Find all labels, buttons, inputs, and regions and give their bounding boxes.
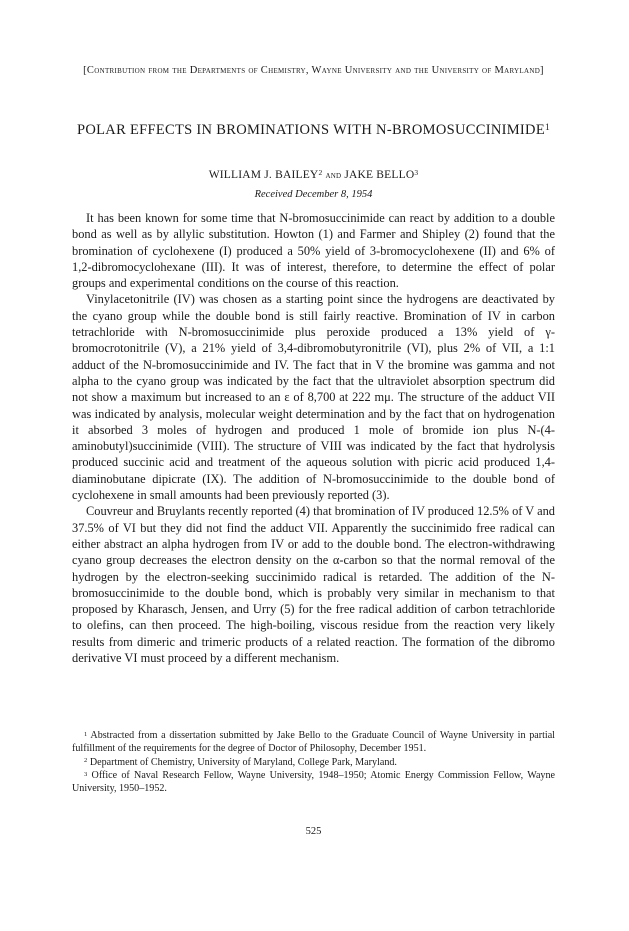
received-date: Received December 8, 1954 <box>254 189 373 200</box>
paper-title <box>72 122 555 139</box>
footnote-2-text: Department of Chemistry, University of Maryland, College Park, Maryland. <box>89 756 397 768</box>
footnote-1-text: Abstracted from a dissertation submitted by Jake Bello to the Graduate Council of Wayne University in partial fulfillment of the requirements for the degree of Doctor of Philosophy, December 1951. <box>72 730 555 755</box>
author-bailey: WILLIAM J. BAILEY <box>208 169 319 181</box>
author-bello-mark: 3 <box>414 167 419 177</box>
author-bailey-mark: 2 <box>318 167 323 177</box>
footnote-3-mark: 3 <box>84 770 88 778</box>
footnote-3-text: Office of Naval Research Fellow, Wayne University, 1948–1950; Atomic Energy Commission Fellow, Wayne University, 1950–1952. <box>72 769 555 795</box>
footnotes <box>72 729 555 795</box>
body-paragraph-3: Couvreur and Bruylants recently reported (4) that bromination of IV produced 12.5% of V and 37.5% of VI but they did not find the adduct VII. Apparently the succinimido free radical can either abstract an alpha hydrogen from IV or add to the double bond. The electron-withdrawing cyano group decreases the electron density on the α-carbon so that the normal removal of the hydrogen by the electron-seeking succinimido radical is retarded. The addition of the N-bromosuccinimide to the double bond, which is probably very similar in mechanism to that proposed by Kharasch, Jensen, and Urry (5) for the free radical addition of carbon tetrachloride to olefins, can then proceed. The high-boiling, viscous residue from the reaction very likely results from dimeric and trimeric products of a related reaction. The formation of the dibromo derivative VI must proceed by a different mechanism. <box>72 504 556 666</box>
body-paragraph-2: Vinylacetonitrile (IV) was chosen as a starting point since the hydrogens are deactivated by the cyano group while the double bond is still fairly reactive. Bromination of IV in carbon tetrachloride with N-bromosuccinimide plus peroxide produced a 13% yield of γ-bromocrotonitrile (V), a 21% yield of 3,4-dibromobutyronitrile (VI), plus 2% of VII, a 1:1 adduct of the N-bromosuccinimide and IV. The fact that in V the bromine was gamma and not alpha to the cyano group was indicated by the fact that the ultraviolet absorption spectrum did not show a maximum but increased to an ε of 8,700 at 222 mμ. The structure of the adduct VII was indicated by analysis, molecular weight determination and by the fact that on hydrogenation it absorbed 3 moles of hydrogen and produced 1 mole of bromide ion plus N-(4-aminobutyl)succinimide (VIII). The structure of VIII was indicated by the fact that hydrolysis produced succinic acid and treatment of the aqueous solution with picric acid produced 1,4-diaminobutane dipicrate (IX). The addition of N-bromosuccinimide to the double bond of cyclohexene in small amounts had been previously reported (3). <box>72 292 555 503</box>
footnote-2-mark: 2 <box>84 757 88 765</box>
body-text <box>72 210 555 666</box>
footnote-3 <box>72 769 555 796</box>
title-text: POLAR EFFECTS IN BROMINATIONS WITH N-BROMOSUCCINIMIDE <box>77 122 545 138</box>
title-footnote-mark: 1 <box>544 122 550 133</box>
contribution-header: [Contribution from the Departments of Chemistry, Wayne University and the University of Maryland] <box>83 65 544 76</box>
page-number: 525 <box>305 826 322 837</box>
footnote-2 <box>72 756 555 769</box>
author-conjunction: and <box>325 170 342 181</box>
body-paragraph-1: It has been known for some time that N-bromosuccinimide can react by addition to a double bond as well as by allylic substitution. Howton (1) and Farmer and Shipley (2) found that the bromination of cyclohexene (I) produced a 50% yield of 3-bromocyclohexene (II) and 6% of 1,2-dibromocyclohexane (III). It was of interest, therefore, to determine the effect of polar groups and experimental conditions on the course of this reaction. <box>72 211 555 291</box>
footnote-1 <box>72 729 555 756</box>
author-line <box>72 168 555 183</box>
author-bello: JAKE BELLO <box>344 169 415 181</box>
footnote-1-mark: 1 <box>84 730 88 738</box>
